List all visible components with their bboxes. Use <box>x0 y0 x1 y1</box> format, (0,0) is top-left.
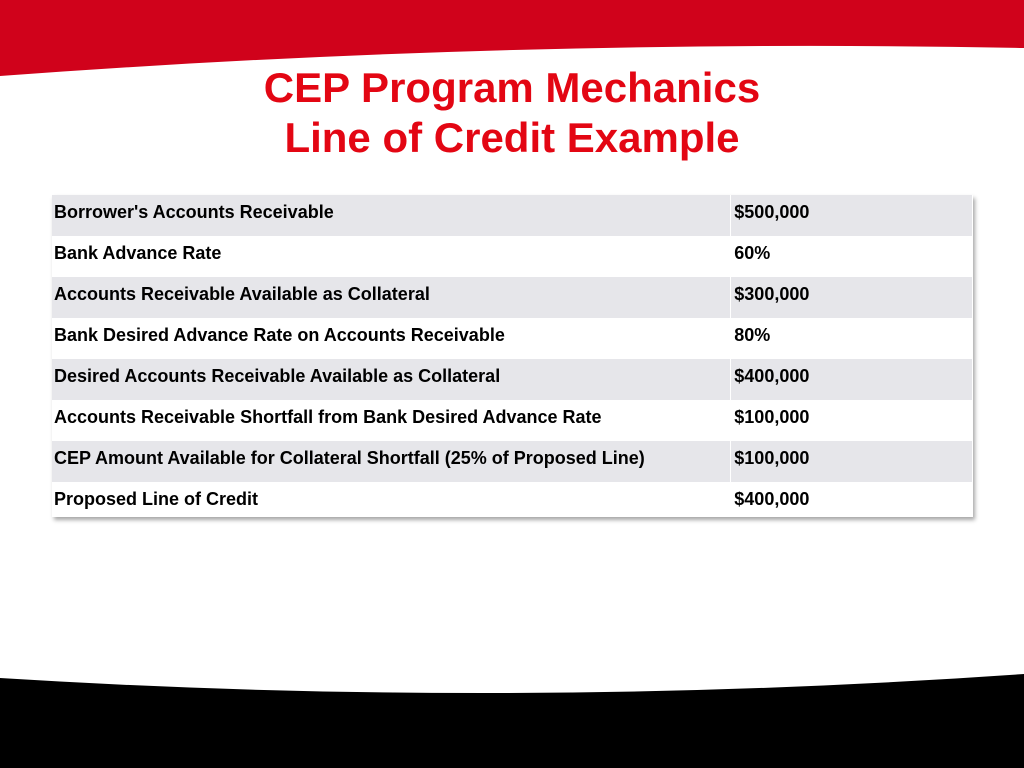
table <box>52 195 973 517</box>
row-label: Accounts Receivable Shortfall from Bank Desired Advance Rate <box>52 400 731 441</box>
row-label: Desired Accounts Receivable Available as Collateral <box>52 359 731 400</box>
table-row <box>52 400 973 441</box>
row-value: $400,000 <box>731 359 973 400</box>
credit-example-table <box>52 195 973 517</box>
row-label: Borrower's Accounts Receivable <box>52 195 731 236</box>
table-row <box>52 195 973 236</box>
row-value: $100,000 <box>731 441 973 482</box>
row-value: $300,000 <box>731 277 973 318</box>
row-label: Accounts Receivable Available as Collateral <box>52 277 731 318</box>
row-label: Proposed Line of Credit <box>52 482 731 517</box>
row-value: $500,000 <box>731 195 973 236</box>
row-value: $100,000 <box>731 400 973 441</box>
row-value: 60% <box>731 236 973 277</box>
bottom-black-banner <box>0 668 1024 768</box>
row-label: CEP Amount Available for Collateral Shortfall (25% of Proposed Line) <box>52 441 731 482</box>
table-row <box>52 441 973 482</box>
row-value: $400,000 <box>731 482 973 517</box>
table-row <box>52 359 973 400</box>
slide-title <box>0 63 1024 163</box>
table-row <box>52 236 973 277</box>
table-row <box>52 482 973 517</box>
table-row <box>52 277 973 318</box>
table-row <box>52 318 973 359</box>
row-label: Bank Advance Rate <box>52 236 731 277</box>
title-line-2: Line of Credit Example <box>284 114 740 161</box>
title-line-1: CEP Program Mechanics <box>263 64 761 111</box>
row-value: 80% <box>731 318 973 359</box>
row-label: Bank Desired Advance Rate on Accounts Receivable <box>52 318 731 359</box>
